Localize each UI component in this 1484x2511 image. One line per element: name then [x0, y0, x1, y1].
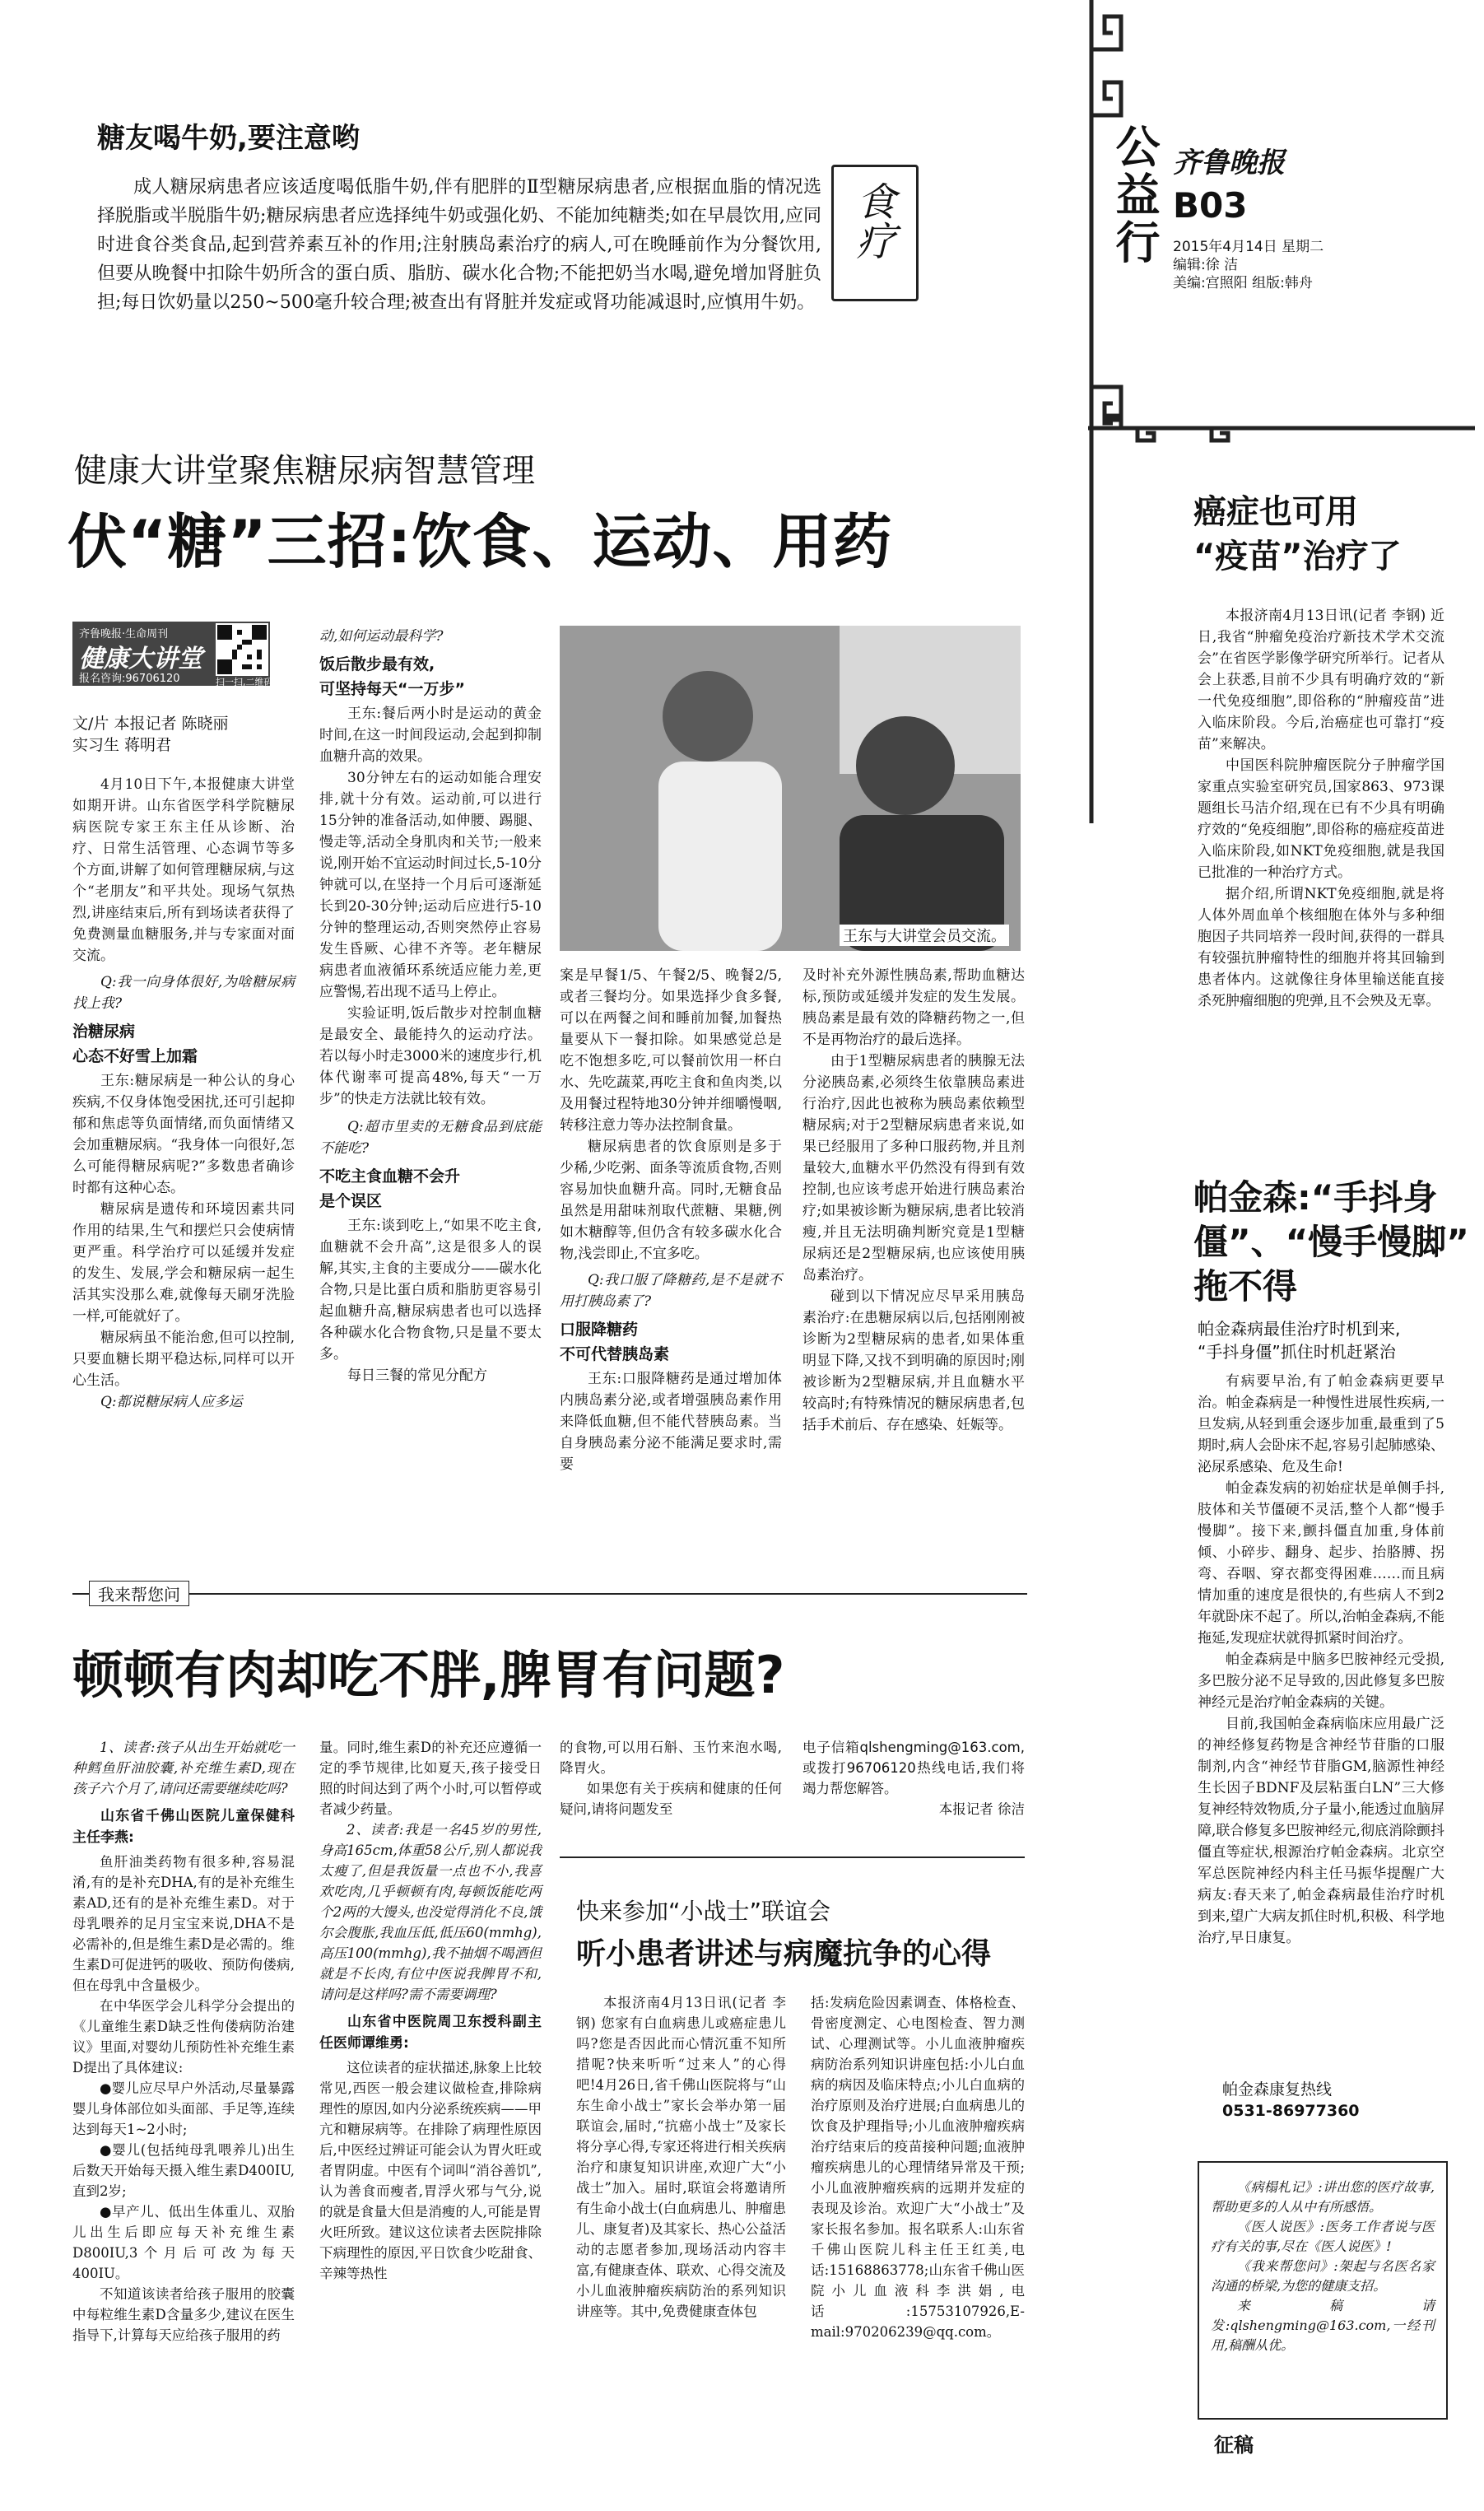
issue-date: 2015年4月14日 星期二: [1173, 239, 1324, 255]
parkinson-hotline: 帕金森康复热线 0531-86977360: [1222, 2080, 1360, 2120]
spleen-col-2: 量。同时,维生素D的补充还应遵循一定的季节规律,比如夏天,孩子接受日照的时间达到了两个小时,可以暂停或者减少药量。 2、读者:我是一名45岁的男性,身高165cm,体重58公斤,别人都说我太瘦了,但是我饭量一点也不小,我喜欢吃肉,几乎顿顿有肉,每顿饭能吃两个2两的大馒头,也没觉得消化不良,饿尔会腹胀,我血压低,低压60(mmhg),高压100(mmhg),我不抽烟不喝酒但就是不长肉,有位中医说我脾胃不和,请问是这样吗?需不需要调理? 山东省中医院周卫东授科副主任医师谭维勇: 这位读者的症状描述,脉象上比较常见,西医一般会建议做检查,排除病理性的原因,如内分泌系统疾病——甲亢和糖尿病等。在排除了病理性原因后,中医经过辨证可能会认为胃火旺或者胃阴虚。中医有个词叫“消谷善饥”,认为善食而瘦者,胃浮火邪与气分,说的就是食量大但是消瘦的人,可能是胃火旺所致。建议这位读者去医院排除下病理性的原因,平日饮食少吃甜食、辛辣等热性: [319, 1740, 542, 2281]
main-kicker: 健康大讲堂聚焦糖尿病智慧管理: [74, 452, 535, 490]
article-photo: [560, 626, 1021, 951]
decorative-pattern-icon: [1088, 412, 1475, 445]
spleen-col-4: 电子信箱qlshengming@163.com,或拨打96706120热线电话,我们将竭力帮您解答。 本报记者 徐洁: [802, 1740, 1025, 1817]
ask-tag: 我来帮您问: [89, 1581, 189, 1606]
spleen-col-1: 1、读者:孩子从出生开始就吃一种鳕鱼肝油胶囊,补充维生素D,现在孩子六个月了,请问还需要继续吃吗? 山东省千佛山医院儿童保健科主任李燕: 鱼肝油类药物有很多种,容易混淆,有的是补充DHA,有的是补充维生素AD,还有的是补充维生素D。对于母乳喂养的足月宝宝来说,DHA不是必需补的,但是维生素D是必需的。维生素D可促进钙的吸收、预防佝偻病,但在母乳中含量极少。 在中华医学会儿科学分会提出的《儿童维生素D缺乏性佝偻病防治建议》里面,对婴幼儿预防性补充维生素D提出了具体建议: ●婴儿应尽早户外活动,尽量暴露婴儿身体部位如头面部、手足等,连续达到每天1~2小时; ●婴儿(包括纯母乳喂养儿)出生后数天开始每天摄入维生素D400IU,直到2岁; ●早产儿、低出生体重儿、双胎儿出生后即应每天补充维生素D800IU,3个月后可改为每天400IU。 不知道该读者给孩子服用的胶囊中每粒维生素D含量多少,建议在医生指导下,计算每天应给孩子服用的药: [72, 1740, 295, 2343]
soldier-col-1: 本报济南4月13日讯(记者 李钢) 您家有白血病患儿或癌症患儿吗?您是否因此而心情沉重不知所措呢?快来听听“过来人”的心得吧!4月26日,省千佛山医院将与“山东生命小战士”家长会举办第一届联谊会,届时,“抗癌小战士”及家长将分享心得,专家还将进行相关疾病治疗和康复知识讲座,欢迎广大“小战士”加入。届时,联谊会将邀请所有生命小战士(白血病患儿、肿瘤患儿、康复者)及其家长、热心公益活动的志愿者参加,现场活动内容丰富,有健康查体、联欢、心得交流及小儿血液肿瘤疾病防治的系列知识讲座等。其中,免费健康查体包: [576, 1995, 786, 2319]
submission-box: [1198, 2161, 1448, 2420]
parkinson-headline: 帕金森:“手抖身 僵”、“慢手慢脚” 拖不得: [1193, 1177, 1469, 1307]
qr-code-icon[interactable]: [216, 623, 268, 676]
byline: 文/片 本报记者 陈晓丽 实习生 蒋明君: [72, 715, 229, 754]
main-headline: 伏“糖”三招:饮食、运动、用药: [67, 507, 893, 576]
main-col-3: 案是早餐1/5、午餐2/5、晚餐2/5,或者三餐均分。如果选择少食多餐,可以在两餐之间和睡前加餐,加餐热量要从下一餐扣除。如果感觉总是吃不饱想多吃,可以餐前饮用一杯白水、先吃蔬菜,再吃主食和鱼肉类,以及用餐过程特地30分钟并细嚼慢咽,转移注意力等办法控制食量。 糖尿病患者的饮食原则是多于少稀,少吃粥、面条等流质食物,否则容易加快血糖升高。同时,无糖食品虽然是用甜味剂取代蔗糖、果糖,例如木糖醇等,但仍含有较多碳水化合物,浅尝即止,不宜多吃。 Q:我口服了降糖药,是不是就不用打胰岛素了? 口服降糖药 不可代替胰岛素 王东:口服降糖药是通过增加体内胰岛素分泌,或者增强胰岛素作用来降低血糖,但不能代替胰岛素。当自身胰岛素分泌不能满足要求时,需要: [560, 967, 782, 1473]
page-number: B03: [1173, 185, 1248, 226]
soldier-col-2: 括:发病危险因素调查、体格检查、骨密度测定、心电图检查、智力测试、心理测试等。小儿血液肿瘤疾病防治系列知识讲座包括:小儿白血病的病因及临床特点;小儿白血病的治疗原则及治疗进展;白血病患儿的饮食及护理指导;小儿血液肿瘤疾病治疗结束后的疫苗接种问题;血液肿瘤疾病患儿的心理情绪异常及干预;小儿血液肿瘤疾病的远期并发症的表现及诊治。欢迎广大“小战士”及家长报名参加。报名联系人:山东省千佛山医院儿科主任王红美,电话:15168863778;山东省千佛山医院小儿血液科李洪娟,电话:15753107926,E-mail:970206239@qq.com。: [811, 1995, 1025, 2340]
milk-article-body: 成人糖尿病患者应该适度喝低脂牛奶,伴有肥胖的Ⅱ型糖尿病患者,应根据血脂的情况选择脱脂或半脱脂牛奶;糖尿病患者应选择纯牛奶或强化奶、不能加纯糖类;如在早晨饮用,应同时进食谷类食品,起到营养素互补的作用;注射胰岛素治疗的病人,可在晚睡前作为分餐饮用,但要从晚餐中扣除牛奶所含的蛋白质、脂肪、碳水化合物;不能把奶当水喝,避免增加肾脏负担;每日饮奶量以250~500毫升较合理;被查出有肾脏并发症或肾功能减退时,应慎用牛奶。: [97, 177, 821, 313]
main-col-1: 4月10日下午,本报健康大讲堂如期开讲。山东省医学科学院糖尿病医院专家王东主任从诊断、治疗、日常生活管理、心态调节等多个方面,讲解了如何管理糖尿病,与这个“老朋友”和平共处。现场气氛热烈,讲座结束后,所有到场读者获得了免费测量血糖服务,并与专家面对面交流。 Q:我一向身体很好,为啥糖尿病找上我? 治糖尿病 心态不好雪上加霜 王东:糖尿病是一种公认的身心疾病,不仅身体饱受困扰,还可引起抑郁和焦虑等负面情绪,而负面情绪又会加重糖尿病。“我身体一向很好,怎么可能得糖尿病呢?”多数患者确诊时都有这种心态。 糖尿病是遗传和环境因素共同作用的结果,生气和摆烂只会使病情更严重。科学治疗可以延缓并发症的发生、发展,学会和糖尿病一起生活其实没那么难,就像每天刷牙洗脸一样,可能就好了。 糖尿病虽不能治愈,但可以控制,只要血糖长期平稳达标,同样可以开心生活。 Q:都说糖尿病人应多运: [72, 776, 295, 1410]
submission-item: 《我来帮您问》:架起与名医名家沟通的桥梁,为您的健康支招。: [1211, 2258, 1435, 2294]
main-col-4: 及时补充外源性胰岛素,帮助血糖达标,预防或延缓并发症的发生发展。胰岛素是最有效的降糖药物之一,但不是再物治疗的最后选择。 由于1型糖尿病患者的胰腺无法分泌胰岛素,必须终生依靠胰岛素进行治疗,因此也被称为胰岛素依赖型糖尿病;对于2型糖尿病患者来说,如果已经服用了多种口服药物,并且剂量较大,血糖水平仍然没有得到有效控制,也应该考虑开始进行胰岛素治疗;如果被诊断为糖尿病,患者比较消瘦,并且无法明确判断究竟是1型糖尿病还是2型糖尿病,也应该使用胰岛素治疗。 碰到以下情况应尽早采用胰岛素治疗:在患糖尿病以后,包括刚刚被诊断为2型糖尿病的患者,如果体重明显下降,又找不到明确的原因时;刚被诊断为2型糖尿病,并且血糖水平较高时;有特殊情况的糖尿病患者,包括手术前后、存在感染、妊娠等。: [802, 967, 1025, 1433]
lecture-logo: 齐鲁晚报·生命周刊 健康大讲堂 报名咨询:96706120: [72, 622, 270, 686]
section-title: 公益行: [1109, 123, 1161, 267]
submission-title: 征稿: [1214, 2434, 1254, 2457]
milk-article-title: 糖友喝牛奶,要注意哟: [97, 122, 360, 155]
paper-logo: 齐鲁晚报: [1173, 147, 1285, 179]
parkinson-subhead: 帕金森病最佳治疗时机到来, “手抖身僵”抓住时机赶紧治: [1198, 1319, 1401, 1362]
cancer-body: 本报济南4月13日讯(记者 李钢) 近日,我省“肿瘤免疫治疗新技术学术交流会”在省医学影像学研究所举行。记者从会上获悉,目前不少具有明确疗效的“新一代免疫细胞”,即俗称的“肿瘤疫苗”进入临床阶段。今后,治癌症也可靠打“疫苗”来解决。 中国医科院肿瘤医院分子肿瘤学国家重点实验室研究员,国家863、973课题组长马洁介绍,现在已有不少具有明确疗效的“免疫细胞”,即俗称的癌症疫苗进入临床阶段,如NKT免疫细胞,就是我国已批准的一种治疗方式。 据介绍,所谓NKT免疫细胞,就是将人体外周血单个核细胞在体外与多种细胞因子共同培养一段时间,获得的一群具有较强抗肿瘤特性的细胞并将其回输到患者体内。这就像往身体里输送能直接杀死肿瘤细胞的兜弹,且不会殃及无辜。: [1198, 608, 1444, 1009]
qr-caption: 扫一扫,二维码: [216, 677, 273, 687]
editor-credit: 编辑:徐 洁: [1173, 257, 1239, 273]
food-tag-label: 食疗: [849, 181, 896, 260]
cancer-headline: 癌症也可用 “疫苗”治疗了: [1193, 493, 1402, 575]
soldier-headline: 听小患者讲述与病魔抗争的心得: [576, 1937, 992, 1971]
submission-item: 来稿请发:qlshengming@163.com,一经刊用,稿酬从优。: [1211, 2298, 1435, 2353]
qr-code-icon: [217, 625, 267, 674]
section-divider: [560, 1856, 1025, 1858]
submission-item: 《医人说医》:医务工作者说与医疗有关的事,尽在《医人说医》!: [1211, 2219, 1435, 2254]
decorative-border-bottom: [1088, 412, 1475, 445]
soldier-kicker: 快来参加“小战士”联谊会: [576, 1898, 831, 1925]
section-divider: [72, 1593, 1027, 1595]
parkinson-body: 有病要早治,有了帕金森病更要早治。帕金森病是一种慢性进展性疾病,一旦发病,从轻到重会逐步加重,最重到了5期时,病人会卧床不起,容易引起肺感染、泌尿系感染、危及生命! 帕金森发病的初始症状是单侧手抖,肢体和关节僵硬不灵活,整个人都“慢手慢脚”。接下来,颤抖僵直加重,身体前倾、小碎步、翻身、起步、抬胳膊、拐弯、吞咽、穿衣都变得困难……而且病情加重的速度是很快的,有些病人不到2年就卧床不起了。所以,治帕金森病,不能拖延,发现症状就得抓紧时间治疗。 帕金森病是中脑多巴胺神经元受损,多巴胺分泌不足导致的,因此修复多巴胺神经元是治疗帕金森病的关键。 目前,我国帕金森病临床应用最广泛的神经修复药物是含神经节苷脂的口服制剂,内含“神经节苷脂GM,脑源性神经生长因子BDNF及层粘蛋白LN”三大修复神经特效物质,分子量小,能透过血脑屏障,联合修复多巴胺神经元,彻底消除颤抖僵直等症状,根源治疗帕金森病。北京空军总医院神经内科主任马振华提醒广大病友:春天来了,帕金森病最佳治疗时机到来,望广大病友抓住时机,积极、科学地治疗,早日康复。: [1198, 1373, 1444, 1946]
main-col-2: 动,如何运动最科学? 饭后散步最有效, 可坚持每天“一万步” 王东:餐后两小时是运动的黄金时间,在这一时间段运动,会起到抑制血糖升高的效果。 30分钟左右的运动如能合理安排,就十分有效。运动前,可以进行15分钟的准备活动,如伸腰、踢腿、慢走等,活动全身肌肉和关节;一般来说,刚开始不宜运动时间过长,5-10分钟就可以,在坚持一个月后可逐渐延长到20-30分钟;运动后应进行5-10分钟的整理运动,否则突然停止容易发生昏厥、心律不齐等。老年糖尿病患者血液循环系统适应能力差,更应警惕,若出现不适马上停止。 实验证明,饭后散步对控制血糖是最安全、最能持久的运动疗法。若以每小时走3000米的速度步行,机体代谢率可提高48%,每天“一万步”的快走方法就比较有效。 Q:超市里卖的无糖食品到底能不能吃? 不吃主食血糖不会升 是个误区 王东:谈到吃上,“如果不吃主食,血糖就不会升高”,这是很多人的误解,其实,主食的主要成分——碳水化合物,只是比蛋白质和脂肪更容易引起血糖升高,糖尿病患者也可以选择各种碳水化合物食物,只是量不要太多。 每日三餐的常见分配方: [319, 628, 542, 1384]
submission-item: 《病榻札记》:讲出您的医疗故事,帮助更多的人从中有所感悟。: [1211, 2179, 1435, 2215]
designer-credit: 美编:宫照阳 组版:韩舟: [1173, 275, 1313, 291]
spleen-col-3: 的食物,可以用石斛、玉竹来泡水喝,降胃火。 如果您有关于疾病和健康的任何疑问,请将问题发至: [560, 1740, 782, 1817]
spleen-headline: 顿顿有肉却吃不胖,脾胃有问题?: [72, 1645, 785, 1705]
food-tag: [823, 165, 922, 300]
photo-people-icon: [560, 626, 1021, 951]
photo-caption: 王东与大讲堂会员交流。: [840, 925, 1009, 946]
